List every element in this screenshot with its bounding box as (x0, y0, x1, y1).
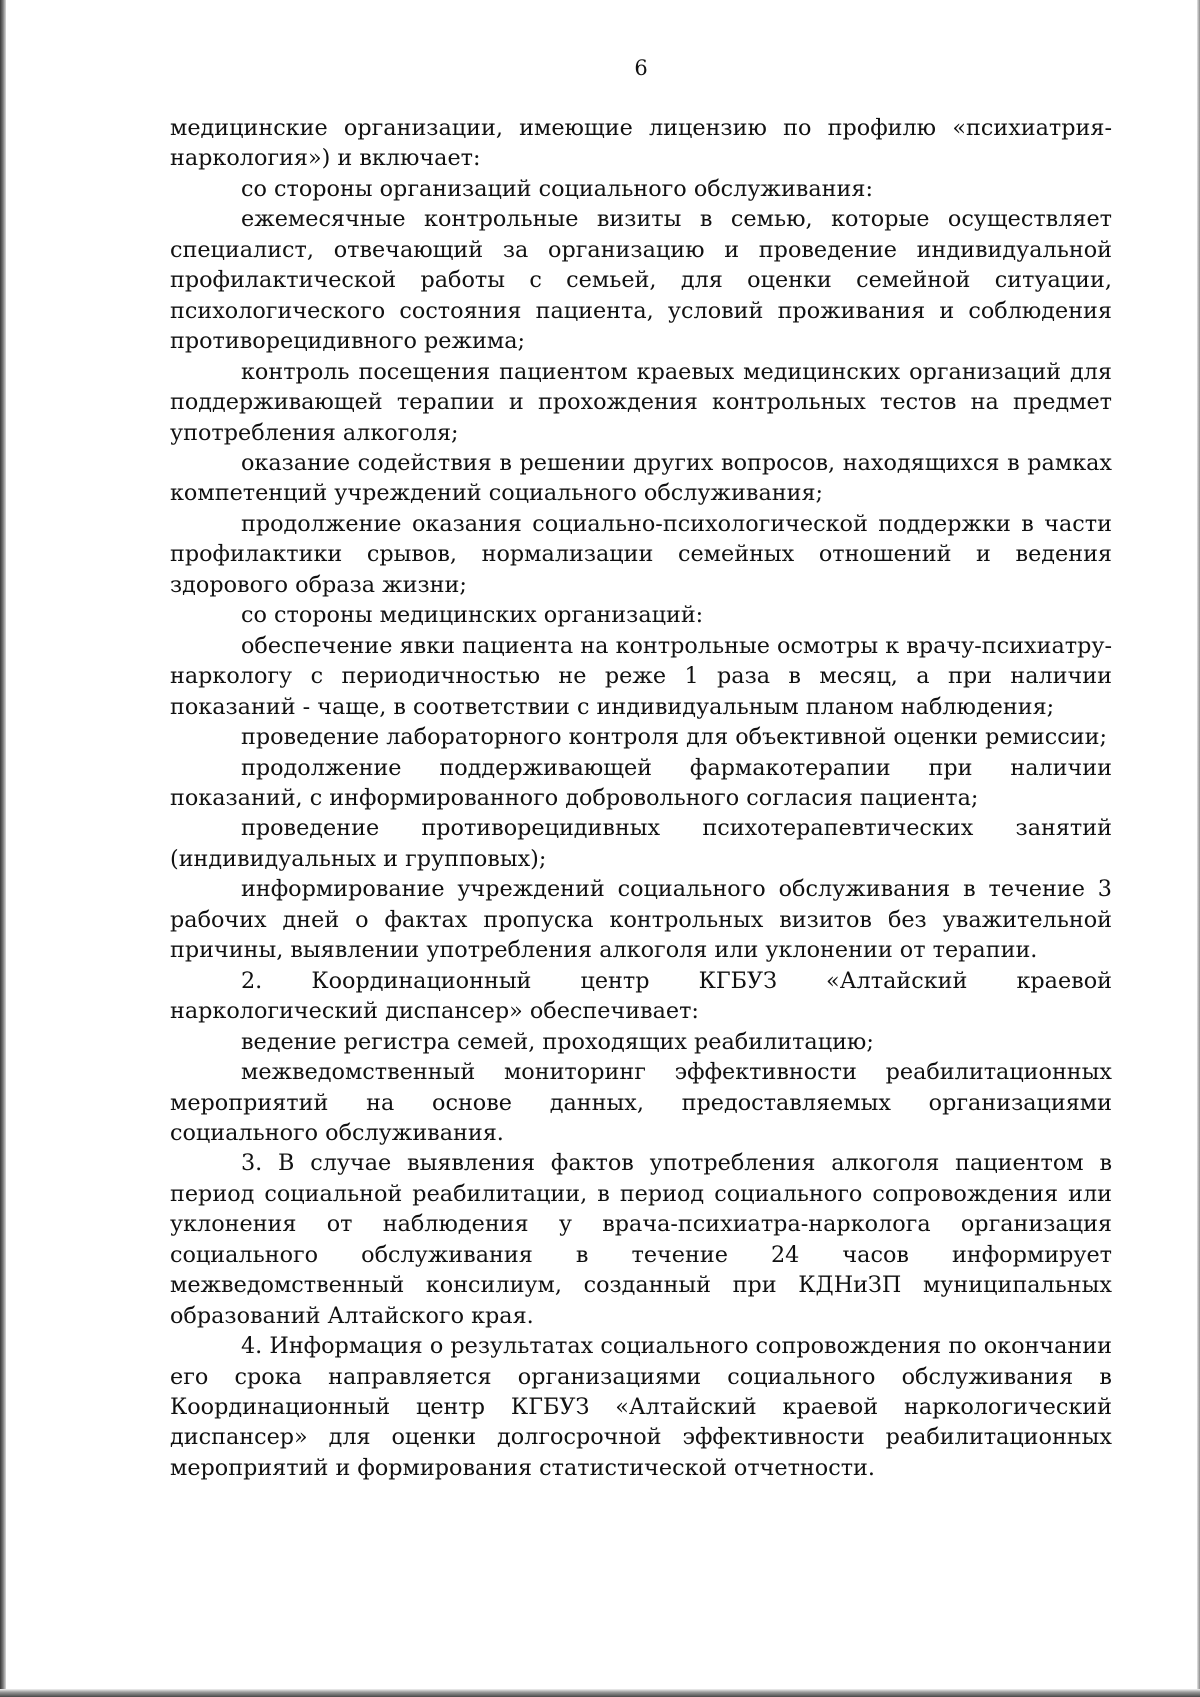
paragraph: проведение противорецидивных психотерапевтических занятий (индивидуальных и групповых); (170, 815, 1112, 872)
paragraph: проведение лабораторного контроля для объективной оценки ремиссии; (241, 724, 1107, 751)
paragraph: со стороны медицинских организаций: (241, 602, 704, 629)
paragraph: информирование учреждений социального обслуживания в течение 3 рабочих дней о фактах пропуска контрольных визитов без уважительной причины, выявлении употребления алкоголя или уклонении от терапии. (170, 876, 1112, 964)
paragraph: оказание содействия в решении других вопросов, находящихся в рамках компетенций учреждений социального обслуживания; (170, 449, 1112, 507)
paragraph: медицинские организации, имеющие лицензию по профилю «психиатрия-наркология») и включает: (170, 115, 1112, 172)
document-body (170, 113, 1112, 1483)
paragraph: контроль посещения пациентом краевых медицинских организаций для поддерживающей терапии и прохождения контрольных тестов на предмет употребления алкоголя; (170, 358, 1112, 446)
paragraph: продолжение поддерживающей фармакотерапии при наличии показаний, с информированного добровольного согласия пациента; (170, 754, 1112, 811)
scan-edge-left (0, 0, 6, 1697)
scan-edge-bottom (0, 1689, 1200, 1697)
paragraph: ведение регистра семей, проходящих реабилитацию; (241, 1028, 874, 1055)
page-number: 6 (634, 56, 648, 80)
paragraph: 2. Координационный центр КГБУЗ «Алтайский краевой наркологический диспансер» обеспечивает: (170, 967, 1112, 1025)
paragraph: 3. В случае выявления фактов употребления алкоголя пациентом в период социальной реабилитации, в период социального сопровождения или уклонения от наблюдения у врача-психиатра-нарколога организация социального обслуживания в течение 24 часов информирует межведомственный консилиум, созданный при КДНиЗП муниципальных образований Алтайского края. (170, 1150, 1112, 1329)
paragraph: со стороны организаций социального обслуживания: (241, 175, 873, 202)
paragraph: межведомственный мониторинг эффективности реабилитационных мероприятий на основе данных, предоставляемых организациями социального обслуживания. (170, 1059, 1112, 1146)
paragraph: продолжение оказания социально-психологической поддержки в части профилактики срывов, нормализации семейных отношений и ведения здорового образа жизни; (170, 510, 1112, 598)
paragraph: 4. Информация о результатах социального сопровождения по окончании его срока направляется организациями социального обслуживания в Координационный центр КГБУЗ «Алтайский краевой наркологический диспансер» для оценки долгосрочной эффективности реабилитационных мероприятий и формирования статистической отчетности. (170, 1333, 1112, 1481)
paragraph: обеспечение явки пациента на контрольные осмотры к врачу-психиатру-наркологу с периодичностью не реже 1 раза в месяц, а при наличии показаний - чаще, в соответствии с индивидуальным планом наблюдения; (170, 632, 1112, 720)
paragraph: ежемесячные контрольные визиты в семью, которые осуществляет специалист, отвечающий за организацию и проведение индивидуальной профилактической работы с семьей, для оценки семейной ситуации, психологического состояния пациента, условий проживания и соблюдения противорецидивного режима; (170, 206, 1112, 355)
